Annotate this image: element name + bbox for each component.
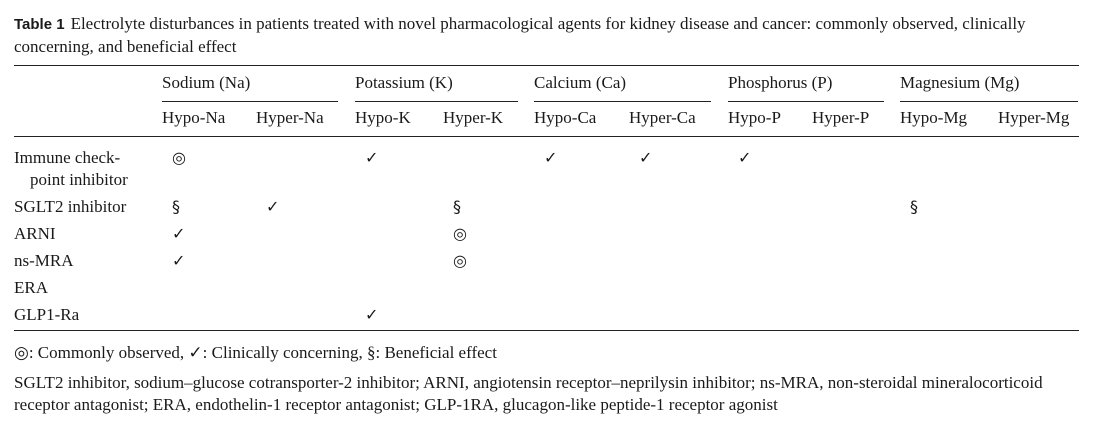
- group-underline: [355, 101, 518, 102]
- group-header: Magnesium (Mg): [900, 73, 1020, 92]
- column-header: Hyper-P: [812, 108, 870, 127]
- table-cell-mark: ✓: [544, 148, 558, 167]
- table-cell-mark: ✓: [266, 197, 280, 216]
- column-header: Hypo-Ca: [534, 108, 597, 127]
- group-header: Calcium (Ca): [534, 73, 627, 92]
- column-header: Hyper-Ca: [629, 108, 696, 127]
- group-header: Phosphorus (P): [728, 73, 833, 92]
- header-rule: [14, 136, 1079, 137]
- table-cell-mark: §: [910, 197, 918, 216]
- column-header: Hypo-K: [355, 108, 411, 127]
- row-label: ARNI: [14, 224, 56, 243]
- column-header: Hyper-Na: [256, 108, 324, 127]
- table-label: Table 1: [14, 16, 65, 33]
- table-cell-mark: ✓: [172, 251, 186, 270]
- group-underline: [728, 101, 884, 102]
- table-cell-mark: ✓: [738, 148, 752, 167]
- table-cell-mark: ✓: [365, 305, 379, 324]
- table-cell-mark: ◎: [453, 224, 467, 243]
- row-label-continued: point inhibitor: [30, 170, 128, 189]
- group-underline: [534, 101, 711, 102]
- row-label: SGLT2 inhibitor: [14, 197, 127, 216]
- table-cell-mark: ◎: [453, 251, 467, 270]
- table-cell-mark: §: [172, 197, 180, 216]
- table-cell-mark: §: [453, 197, 461, 216]
- column-header: Hypo-Mg: [900, 108, 968, 127]
- column-header: Hypo-P: [728, 108, 781, 127]
- row-label: Immune check-: [14, 148, 121, 167]
- table-cell-mark: ✓: [639, 148, 653, 167]
- table-cell-mark: ✓: [172, 224, 186, 243]
- column-header: Hypo-Na: [162, 108, 226, 127]
- column-header: Hyper-K: [443, 108, 504, 127]
- abbreviation-footnote: SGLT2 inhibitor, sodium–glucose cotransporter-2 inhibitor; ARNI, angiotensin receptor–neprilysin inhibitor; ns-MRA, non-steroidal mineralocorticoid receptor antagonist; ERA, endothelin-1 receptor antagonist; GLP-1RA, glucagon-like peptide-1 receptor agonist: [14, 373, 1043, 414]
- row-label: ns-MRA: [14, 251, 74, 270]
- table-cell-mark: ◎: [172, 148, 186, 167]
- group-header: Sodium (Na): [162, 73, 251, 92]
- row-label: GLP1-Ra: [14, 305, 80, 324]
- table-cell-mark: ✓: [365, 148, 379, 167]
- legend-footnote: ◎: Commonly observed, ✓: Clinically concerning, §: Beneficial effect: [14, 343, 497, 362]
- top-rule: [14, 65, 1079, 66]
- table-caption: [14, 13, 1084, 58]
- bottom-rule: [14, 330, 1079, 331]
- row-label: ERA: [14, 278, 48, 297]
- column-header: Hyper-Mg: [998, 108, 1070, 127]
- caption-text: Electrolyte disturbances in patients treated with novel pharmacological agents for kidney disease and cancer: commonly observed, clinically concerning, and beneficial effect: [14, 14, 1026, 56]
- group-underline: [900, 101, 1078, 102]
- group-header: Potassium (K): [355, 73, 453, 92]
- group-underline: [162, 101, 338, 102]
